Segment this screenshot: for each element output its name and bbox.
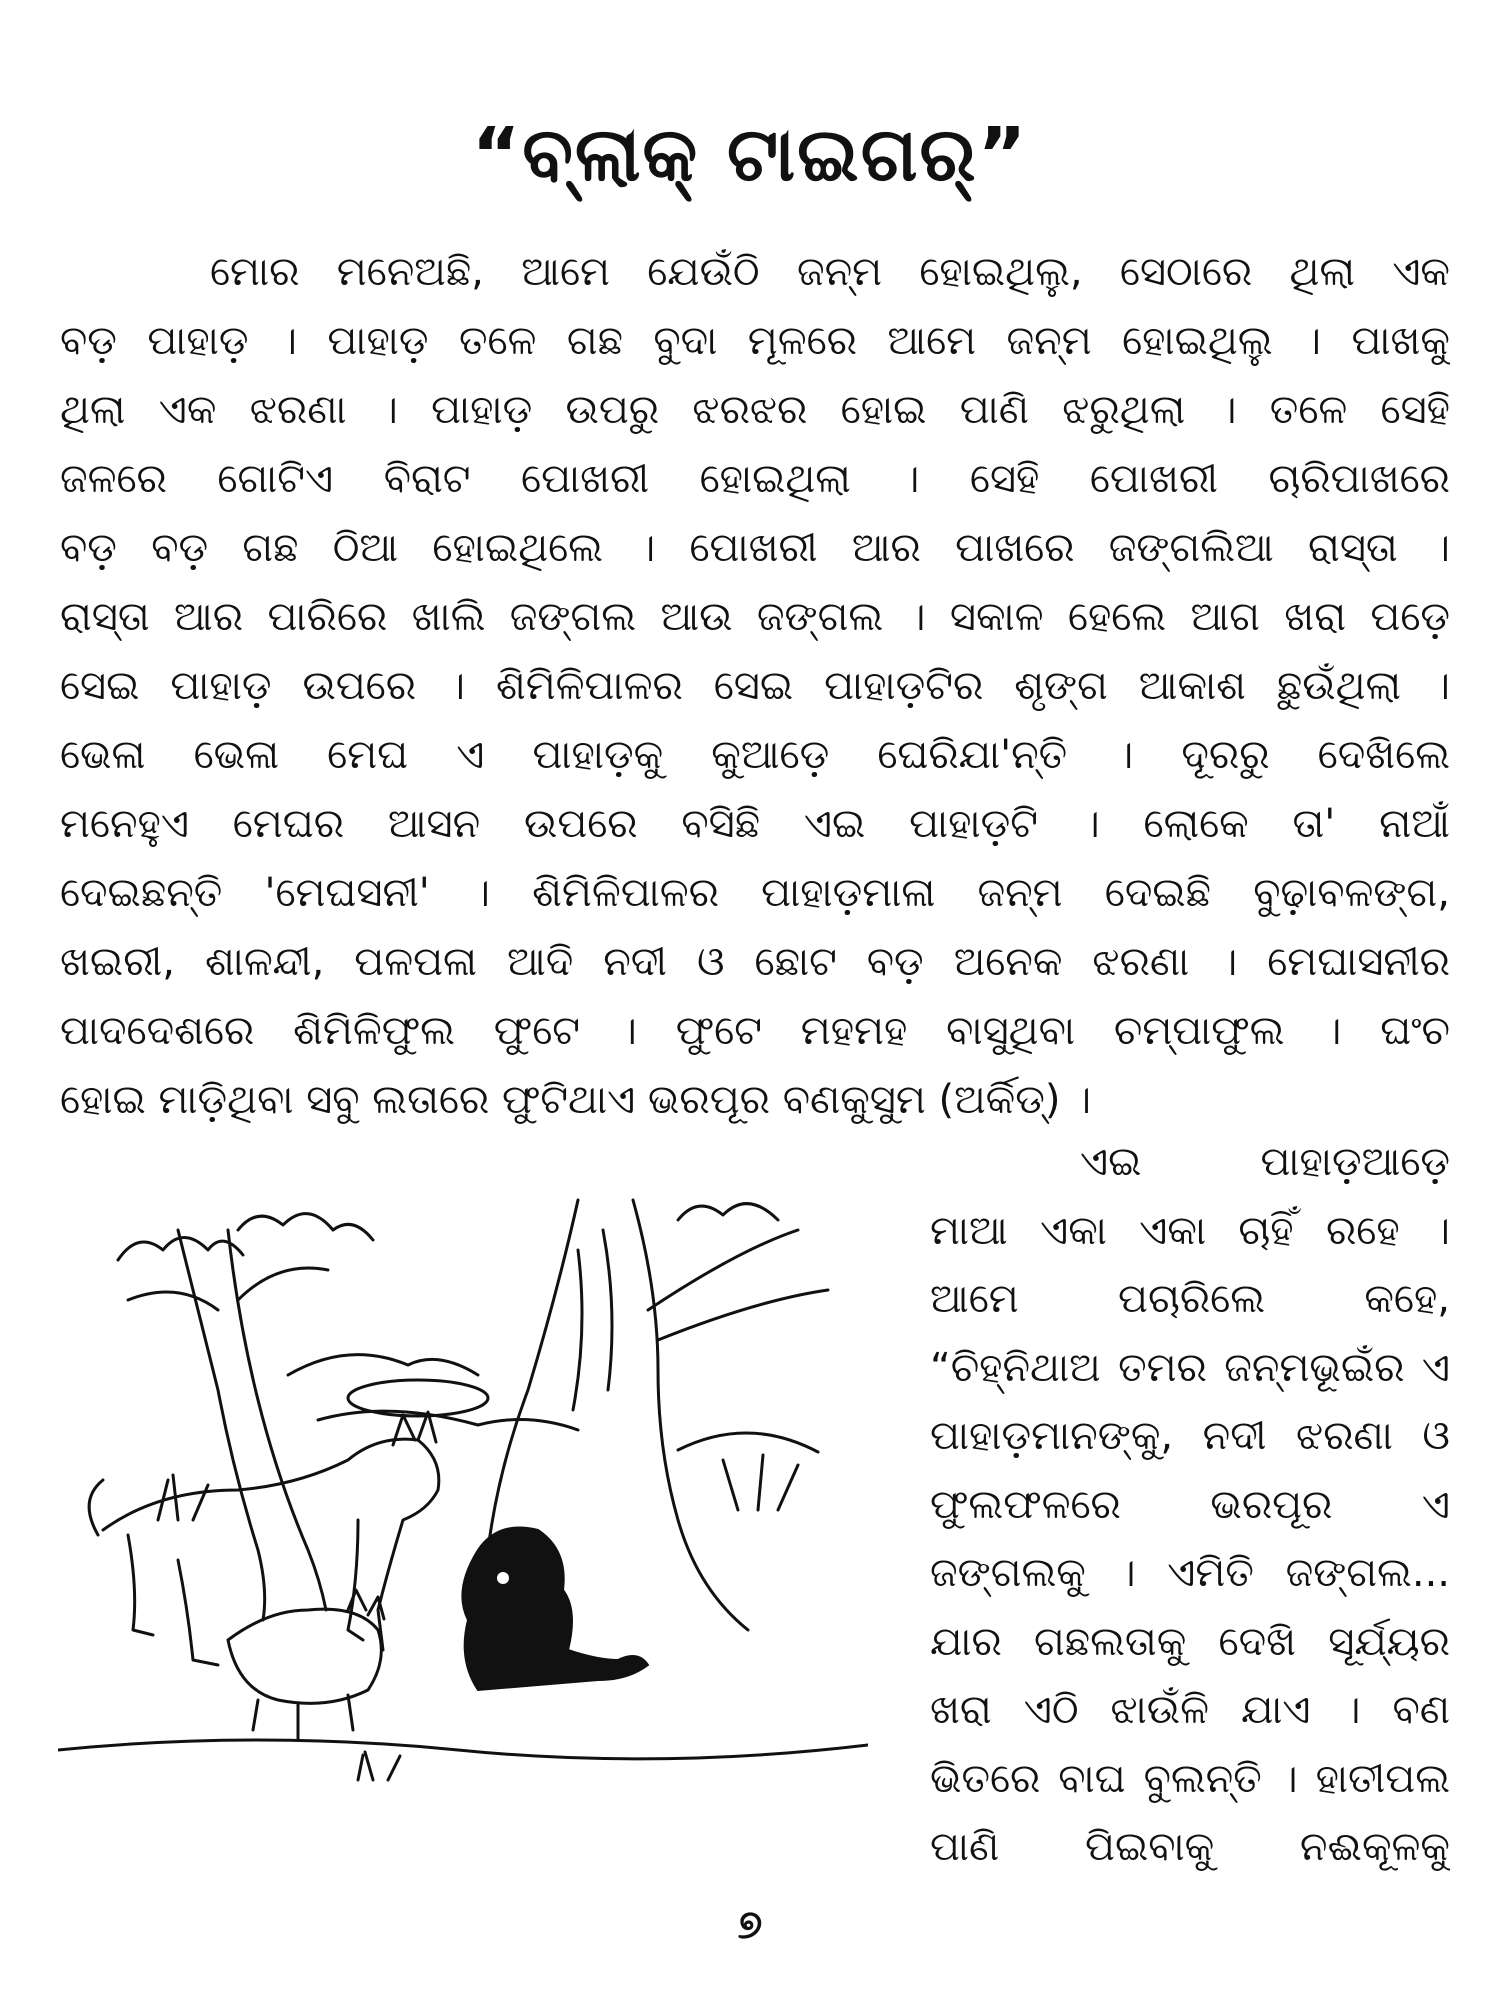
side-line: ଫୁଲଫଳରେ ଭରପୂର ଏ xyxy=(930,1481,1450,1528)
paragraph-line: ଦେଇଛନ୍ତି 'ମେଘସନୀ' । ଶିମିଳିପାଳର ପାହାଡ଼ମାଳା ଜନ୍ମ ଦେଇଛି ବୁଢ଼ାବଳଙ୍ଗ, xyxy=(60,870,1450,916)
ground-line xyxy=(58,1740,868,1759)
tree-trunk xyxy=(228,1230,326,1610)
grass xyxy=(358,1752,400,1780)
side-line: “ଚିହ୍ନିଥାଅ ତମର ଜନ୍ମଭୂଇଁର ଏ xyxy=(930,1344,1450,1391)
side-line: ପାହାଡ଼ମାନଙ୍କୁ, ନଦୀ ଝରଣା ଓ xyxy=(930,1413,1450,1459)
leaf-cluster xyxy=(238,1214,373,1240)
grass xyxy=(158,1475,208,1520)
grass xyxy=(723,1455,798,1510)
paragraph-line: ସେଇ ପାହାଡ଼ ଉପରେ । ଶିମିଳିପାଳର ସେଇ ପାହାଡ଼ଟିର ଶୃଙ୍ଗ ଆକାଶ ଛୁଉଁଥିଲା । xyxy=(60,663,1450,709)
tiger-tail xyxy=(89,1480,103,1535)
black-cub xyxy=(462,1528,648,1691)
page-title: “ବ୍ଲାକ୍ ଟାଇଗର୍” xyxy=(471,112,1029,198)
leaf-cluster xyxy=(678,1204,778,1220)
tiger-leg xyxy=(178,1560,218,1665)
page-number: ୭ xyxy=(737,1902,763,1948)
side-line: ଆମେ ପଚାରିଲେ କହେ, xyxy=(930,1276,1450,1322)
paragraph-line: ବଡ଼ ବଡ଼ ଗଛ ଠିଆ ହୋଇଥିଲେ । ପୋଖରୀ ଆର ପାଖରେ ଜଙ୍ଗଲିଆ ରାସ୍ତା । xyxy=(60,525,1450,571)
tree-branch xyxy=(128,1292,218,1310)
paragraph-line: ହୋଇ ମାଡ଼ିଥିବା ସବୁ ଲତାରେ ଫୁଟିଥାଏ ଭରପୂର ବଣକୁସୁମ (ଅର୍କିଡ୍) । xyxy=(60,1077,1092,1123)
paragraph-line: ମୋର ମନେଅଛି, ଆମେ ଯେଉଁଠି ଜନ୍ମ ହୋଇଥିଲୁ, ସେଠାରେ ଥିଲା ଏକ xyxy=(210,249,1450,295)
tree-branch xyxy=(238,1268,328,1300)
side-line: ପାଣି ପିଇବାକୁ ନଈକୂଳକୁ xyxy=(930,1824,1450,1870)
story-side-column xyxy=(930,1128,1450,1882)
tiger-leg xyxy=(348,1520,363,1640)
rock-outline xyxy=(348,1380,488,1416)
black-cub-body xyxy=(462,1528,648,1691)
paragraph-line: ରାସ୍ତା ଆର ପାରିରେ ଖାଲି ଜଙ୍ଗଲ ଆଉ ଜଙ୍ଗଲ । ସକାଳ ହେଲେ ଆଗ ଖରା ପଡ଼େ xyxy=(60,594,1450,640)
black-cub-eye xyxy=(497,1572,509,1584)
tree-branch xyxy=(648,1230,798,1310)
paragraph-line: ଖଇରୀ, ଶାଳନ୍ଦୀ, ପଳପଳା ଆଦି ନଦୀ ଓ ଛୋଟ ବଡ଼ ଅନେକ ଝରଣା । ମେଘାସନୀର xyxy=(60,939,1450,985)
cub-body xyxy=(228,1609,381,1703)
paragraph-line: ପାଦଦେଶରେ ଶିମିଳିଫୁଲ ଫୁଟେ । ଫୁଟେ ମହମହ ବାସୁଥିବା ଚମ୍ପାଫୁଲ । ଘଂଚ xyxy=(60,1008,1450,1054)
tree-bark xyxy=(603,1230,612,1390)
paragraph-line: ଥିଲା ଏକ ଝରଣା । ପାହାଡ଼ ଉପରୁ ଝରଝର ହୋଇ ପାଣି ଝରୁଥିଲା । ତଳେ ସେହି xyxy=(60,387,1450,433)
tree-bark xyxy=(573,1250,582,1410)
tiger-body xyxy=(103,1439,439,1650)
bush-outline xyxy=(288,1355,478,1375)
story-paragraph xyxy=(60,238,1450,1135)
forest-illustration xyxy=(58,1190,868,1825)
side-line: ଖରା ଏଠି ଝାଉଁଳି ଯାଏ । ବଣ xyxy=(930,1687,1450,1733)
side-line: ମାଆ ଏକା ଏକା ଚାହିଁ ରହେ । xyxy=(930,1207,1450,1254)
hill-outline xyxy=(678,1433,818,1452)
side-line: ଯାର ଗଛଲତାକୁ ଦେଖି ସୂର୍ଯ୍ୟର xyxy=(930,1618,1450,1665)
paragraph-line: ଜଳରେ ଗୋଟିଏ ବିରାଟ ପୋଖରୀ ହୋଇଥିଲା । ସେହି ପୋଖରୀ ଚାରିପାଖରେ xyxy=(60,456,1450,502)
tree-trunk xyxy=(633,1200,748,1630)
paragraph-line: ଭେଳା ଭେଳା ମେଘ ଏ ପାହାଡ଼କୁ କୁଆଡ଼େ ଘେରିଯା'ନ୍ତି । ଦୂରରୁ ଦେଖିଲେ xyxy=(60,732,1450,778)
tree-branch xyxy=(658,1290,828,1340)
side-line: ଭିତରେ ବାଘ ବୁଲନ୍ତି । ହାତୀପଲ xyxy=(930,1755,1450,1802)
side-line: ଜଙ୍ଗଲକୁ । ଏମିତି ଜଙ୍ଗଲ... xyxy=(930,1550,1450,1596)
side-line: ଏଇ ପାହାଡ଼ଆଡ଼େ xyxy=(1080,1139,1450,1185)
paragraph-line: ମନେହୁଏ ମେଘର ଆସନ ଉପରେ ବସିଛି ଏଇ ପାହାଡ଼ଟି । ଲୋକେ ତା' ନାଆଁ xyxy=(60,801,1450,847)
tiger-leg xyxy=(128,1535,153,1635)
paragraph-line: ବଡ଼ ପାହାଡ଼ । ପାହାଡ଼ ତଳେ ଗଛ ବୁଦା ମୂଳରେ ଆମେ ଜନ୍ମ ହୋଇଥିଲୁ । ପାଖକୁ xyxy=(60,318,1450,364)
